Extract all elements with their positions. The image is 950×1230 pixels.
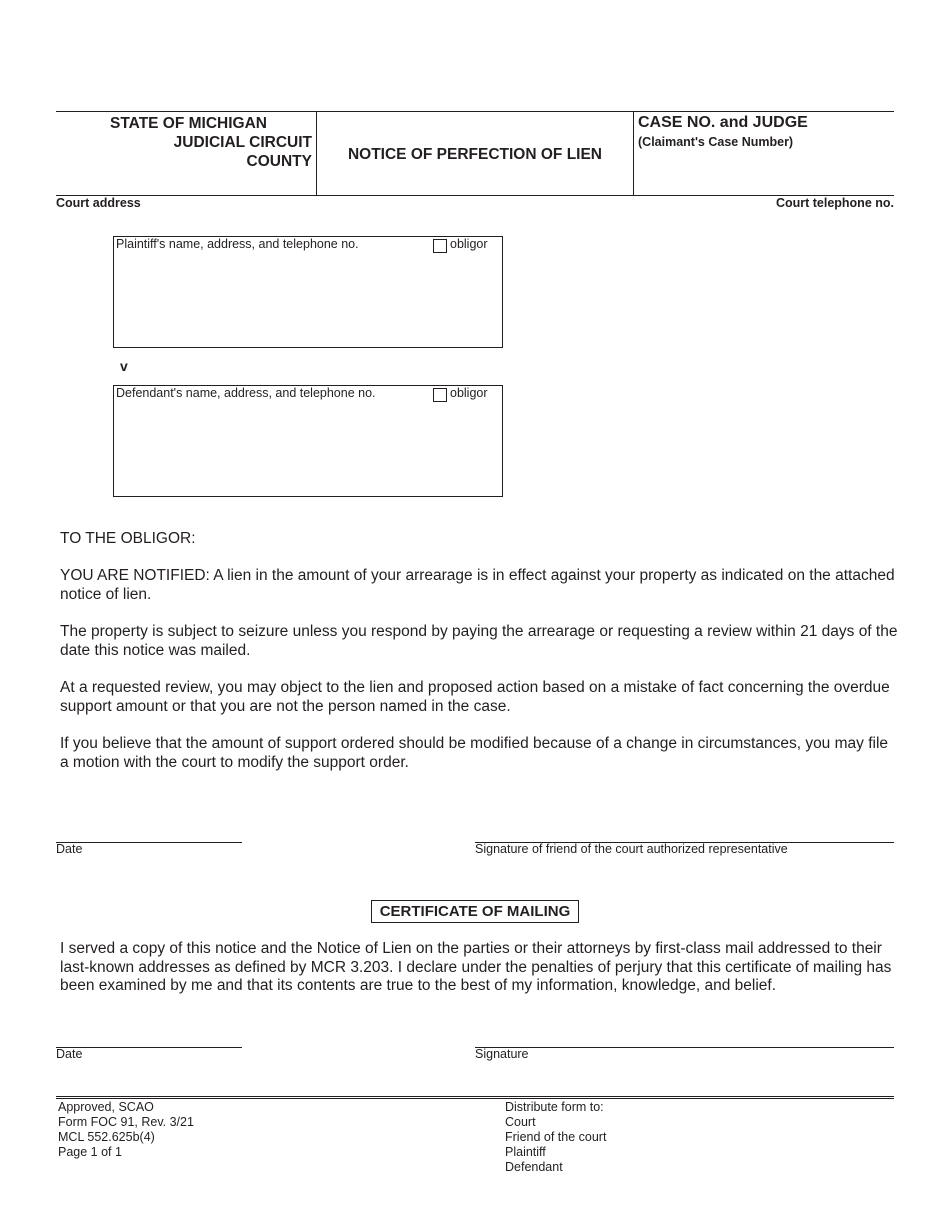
defendant-obligor-checkbox[interactable] <box>433 388 447 402</box>
page-number-line: Page 1 of 1 <box>58 1145 122 1159</box>
date-label-1: Date <box>56 842 83 856</box>
approval-line: Approved, SCAO <box>58 1100 154 1114</box>
header-top-rule <box>56 111 894 112</box>
certificate-title: CERTIFICATE OF MAILING <box>371 900 579 923</box>
plaintiff-obligor-label: obligor <box>450 237 488 251</box>
header-divider-right <box>633 111 634 195</box>
plaintiff-obligor-checkbox[interactable] <box>433 239 447 253</box>
certificate-text: I served a copy of this notice and the Notice of Lien on the parties or their attorneys by first-class mail addressed to their last-known addresses as defined by MCR 3.203. I declare under the penalties of perjury that this certificate of mailing has been examined by me and that its contents are true to the best of my information, knowledge, and belief. <box>60 940 892 994</box>
plaintiff-field[interactable] <box>113 236 503 348</box>
court-address-label: Court address <box>56 196 141 210</box>
statute-line: MCL 552.625b(4) <box>58 1130 155 1144</box>
header-bottom-rule <box>56 195 894 196</box>
date-line-2[interactable] <box>56 1047 242 1048</box>
signature-line-2[interactable] <box>475 1047 894 1048</box>
form-info-block <box>58 1100 194 1160</box>
claimant-case-number-label: (Claimant's Case Number) <box>638 135 794 149</box>
date-label-2: Date <box>56 1047 83 1061</box>
versus-label: v <box>120 358 128 374</box>
court-jurisdiction-block <box>56 114 312 171</box>
case-number-label: CASE NO. and JUDGE <box>638 114 808 131</box>
form-number-line: Form FOC 91, Rev. 3/21 <box>58 1115 194 1129</box>
footer-rule-top <box>56 1096 894 1097</box>
date-line-1[interactable] <box>56 842 242 843</box>
court-telephone-label: Court telephone no. <box>775 196 894 210</box>
distribute-item: Defendant <box>505 1160 563 1174</box>
seizure-paragraph: The property is subject to seizure unless you respond by paying the arrearage or requesting a review within 21 days of the date this notice was mailed. <box>60 623 898 659</box>
modification-paragraph: If you believe that the amount of support ordered should be modified because of a change in circumstances, you may file a motion with the court to modify the support order. <box>60 735 889 771</box>
salutation: TO THE OBLIGOR: <box>60 530 196 547</box>
distribute-item: Friend of the court <box>505 1130 607 1144</box>
distribute-item: Court <box>505 1115 536 1129</box>
footer-rule-bottom <box>56 1098 894 1099</box>
defendant-obligor-label: obligor <box>450 386 488 400</box>
county-label: COUNTY <box>246 153 312 170</box>
defendant-field[interactable] <box>113 385 503 497</box>
distribute-label: Distribute form to: <box>505 1100 604 1114</box>
signature-label-1: Signature of friend of the court authorized representative <box>475 842 788 856</box>
state-label: STATE OF MICHIGAN <box>110 115 267 132</box>
review-paragraph: At a requested review, you may object to the lien and proposed action based on a mistake of fact concerning the overdue support amount or that you are not the person named in the case. <box>60 679 890 715</box>
form-title: NOTICE OF PERFECTION OF LIEN <box>347 146 603 163</box>
notice-paragraph: YOU ARE NOTIFIED: A lien in the amount of your arrearage is in effect against your property as indicated on the attached notice of lien. <box>60 567 895 603</box>
plaintiff-label: Plaintiff's name, address, and telephone no. <box>116 237 359 251</box>
distribution-block <box>505 1100 606 1175</box>
signature-label-2: Signature <box>475 1047 529 1061</box>
defendant-label: Defendant's name, address, and telephone no. <box>116 386 376 400</box>
circuit-label: JUDICIAL CIRCUIT <box>173 134 312 151</box>
distribute-item: Plaintiff <box>505 1145 546 1159</box>
